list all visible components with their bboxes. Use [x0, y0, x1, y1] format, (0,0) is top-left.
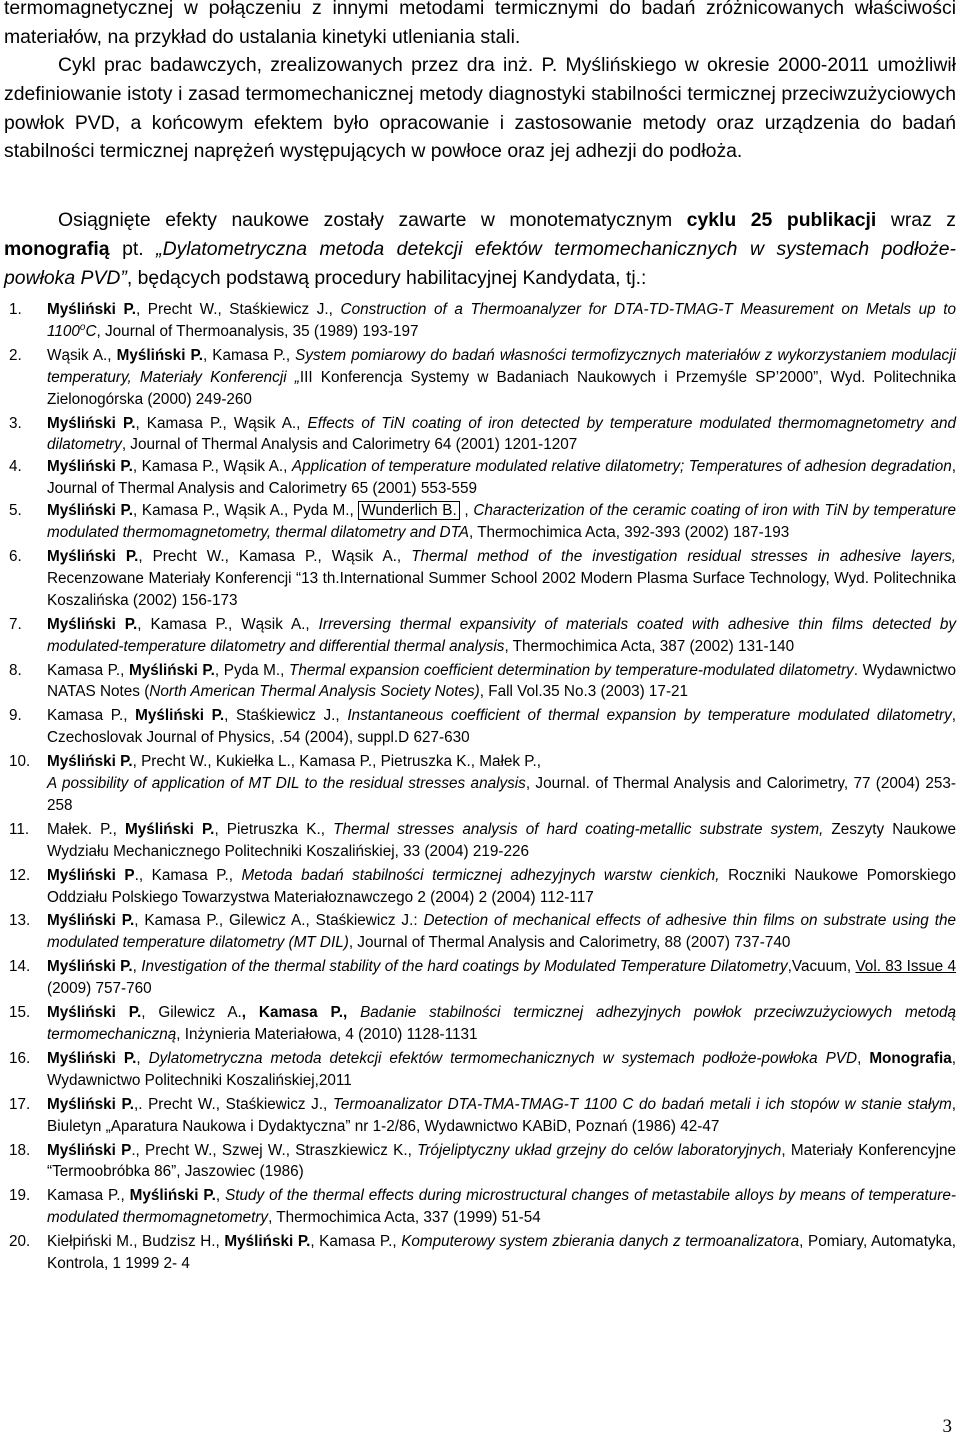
- list-item: [0, 1094, 960, 1138]
- monograph-title: „Dylatometryczna metoda detekcji efektów termomechanicznych w systemach podłoże-powłoka PVD”: [4, 237, 956, 289]
- author-bold: Myśliński P.: [129, 661, 215, 679]
- monograph-label: Monografia: [869, 1049, 952, 1067]
- authors: , Kamasa P.,: [310, 1233, 402, 1251]
- author-bold: Myśliński P: [47, 866, 135, 884]
- source: , Journal of Thermal Analysis and Calorimetry 65 (2001) 553-559: [47, 458, 956, 498]
- source: , Journal of Thermoanalysis, 35 (1989) 193-197: [96, 322, 419, 340]
- author-bold: Myśliński P.: [224, 1233, 311, 1251]
- list-item: [0, 500, 960, 544]
- title: Thermal stresses analysis of hard coating-metallic substrate system,: [333, 820, 824, 838]
- superscript: o: [79, 321, 86, 333]
- authors: , Kamasa P., Gilewicz A., Staśkiewicz J.:: [134, 912, 424, 930]
- paragraph-text: Cykl prac badawczych, zrealizowanych przez dra inż. P. Myślińskiego w okresie 2000-2011 umożliwił zdefiniowanie istoty i zasad termomechanicznej metody diagnostyki stabilności termicznej przeciwzużyciowych powłok PVD, a końcowym efektem było opracowanie i zastosowanie metody oraz urządzenia do badań stabilności termicznej naprężeń występujących w powłoce oraz jej adhezji do podłoża.: [4, 54, 956, 163]
- item-number: 8.: [9, 661, 22, 679]
- item-number: 5.: [9, 502, 22, 520]
- title: Thermal method of the investigation residual stresses in adhesive layers,: [411, 547, 956, 565]
- title: C: [85, 322, 97, 340]
- author-bold: Myśliński P.: [47, 301, 136, 318]
- separator: ,: [215, 1233, 225, 1251]
- authors: Kamasa P.,: [47, 1187, 130, 1205]
- authors: , Kamasa P., Wąsik A.,: [135, 414, 308, 432]
- list-item: [0, 1002, 960, 1046]
- authors: , Precht W., Kamasa P., Wąsik A.,: [138, 547, 412, 565]
- separator: ,: [136, 1049, 149, 1067]
- title: Application of temperature modulated relative dilatometry; Temperatures of adhesion degradation: [291, 458, 952, 476]
- paragraph-text: , będących podstawą procedury habilitacyjnej Kandydata, tj.:: [126, 266, 647, 289]
- separator: ,: [857, 1049, 870, 1067]
- authors: , Pyda M.,: [214, 661, 289, 679]
- boxed-author: Wunderlich B.: [358, 501, 459, 520]
- authors: , Staśkiewicz J.,: [224, 707, 348, 725]
- authors: , Kamasa P., Wąsik A., Pyda M.,: [133, 502, 359, 520]
- authors: ., Kamasa P.,: [134, 866, 242, 884]
- authors: , Kamasa P.,: [241, 1004, 361, 1022]
- author-bold: Myśliński P.: [47, 753, 133, 771]
- item-number: 13.: [9, 912, 31, 930]
- authors: , Kamasa P.,: [202, 346, 296, 364]
- source: Recenzowane Materiały Konferencji “13 th.International Summer School 2002 Modern Plasma Surface Technology, Wyd. Politechnika Koszalińska (2002) 156-173: [47, 569, 956, 609]
- paragraph-intro-continuation: [4, 0, 956, 52]
- list-item: [0, 1185, 960, 1229]
- title: Characterization of the ceramic coating of iron with TiN by temperature modulated thermomagnetometry, thermal dilatometry and DTA: [47, 502, 956, 542]
- separator: ,: [215, 1187, 226, 1205]
- source: , Materiały Konferencyjne “Termoobróbka 86”, Jaszowiec (1986): [47, 1141, 956, 1181]
- authors: Kiełpiński M., Budzisz H.: [47, 1233, 216, 1251]
- title: Effects of TiN coating of iron detected by temperature modulated thermomagnetometry and dilatometry: [47, 414, 956, 454]
- separator: ,: [459, 502, 474, 520]
- list-item: [0, 546, 960, 612]
- list-item: [0, 819, 960, 863]
- item-number: 12.: [9, 866, 31, 884]
- source: , Pomiary, Automatyka, Kontrola, 1 1999 2- 4: [47, 1233, 956, 1273]
- list-item: [0, 299, 960, 343]
- authors: , Precht W., Kukiełka L., Kamasa P., Pietruszka K., Małek P.,: [132, 753, 541, 771]
- source: III Konferencja Systemy w Badaniach Naukowych i Przemyśle SP’2000”, Wyd. Politechnika Zielonogórska (2000) 249-260: [47, 368, 956, 408]
- item-number: 17.: [9, 1095, 31, 1113]
- item-number: 4.: [9, 458, 22, 476]
- source: , Thermochimica Acta, 337 (1999) 51-54: [268, 1209, 541, 1227]
- source: , Fall Vol.35 No.3 (2003) 17-21: [479, 683, 689, 701]
- paragraph-text: pt.: [109, 237, 157, 260]
- title: Trójeliptyczny układ grzejny do celów laboratoryjnych: [417, 1141, 782, 1159]
- title: Construction of a Thermoanalyzer for DTA-TD-TMAG-T Measurement on Metals up to 1100: [47, 301, 956, 340]
- source: . Wydawnictwo NATAS Notes (: [47, 661, 956, 701]
- publication-count: cyklu 25 publikacji: [686, 209, 877, 231]
- authors: , Kamasa P., Wąsik A.,: [137, 615, 319, 633]
- author-bold: Myśliński P.: [135, 707, 225, 725]
- source: , Czechoslovak Journal of Physics, .54 (2004), suppl.D 627-630: [47, 707, 956, 747]
- title: Badanie stabilności termicznej adhezyjnych powłok przeciwzużyciowych metodą termomechaniczną: [47, 1004, 956, 1043]
- source: , Biuletyn „Aparatura Naukowa i Dydaktyczna” nr 1-2/86, Wydawnictwo KABiD, Poznań (1986) 42-47: [47, 1095, 956, 1135]
- source: , Wydawnictwo Politechniki Koszalińskiej,2011: [47, 1049, 956, 1089]
- monograph-label: monografią: [4, 237, 110, 260]
- authors: , Precht W., Staśkiewicz J.,: [135, 301, 341, 318]
- source: ,Vacuum,: [787, 958, 856, 976]
- author-bold: Myśliński P.: [47, 1049, 137, 1067]
- author-bold: Myśliński P.: [124, 820, 215, 838]
- list-item: [0, 751, 960, 817]
- author-bold: Myśliński P.: [47, 414, 136, 432]
- source: (2009) 757-760: [47, 980, 152, 998]
- paragraph-text: Osiągnięte efekty naukowe zostały zawarte w monotematycznym: [58, 209, 687, 231]
- author-bold: Myśliński P.: [116, 346, 203, 364]
- authors: Małek. P.,: [47, 820, 125, 838]
- item-number: 18.: [9, 1141, 31, 1159]
- authors: Kamasa P.,: [47, 707, 136, 725]
- paragraph-research-cycle: [4, 51, 956, 166]
- paragraph-achievements: [4, 206, 956, 292]
- author-bold: Myśliński P.: [47, 547, 139, 565]
- publication-list: [0, 299, 960, 1275]
- authors: , Gilewicz A.: [141, 1004, 242, 1022]
- list-item: [0, 345, 960, 411]
- author-bold: Myśliński P.: [47, 458, 133, 476]
- source: , Journal. of Thermal Analysis and Calorimetry, 77 (2004) 253-258: [47, 775, 956, 814]
- list-item: [0, 614, 960, 658]
- source: , Inżynieria Materiałowa, 4 (2010) 1128-1131: [176, 1026, 478, 1043]
- authors: , Kamasa P., Wąsik A.,: [132, 458, 292, 476]
- title: A possibility of application of MT DIL to the residual stresses analysis: [47, 775, 526, 793]
- source: , Thermochimica Acta, 387 (2002) 131-140: [504, 637, 795, 655]
- item-number: 10.: [9, 753, 31, 771]
- list-item: [0, 1231, 960, 1275]
- item-number: 16.: [9, 1049, 31, 1067]
- list-item: [0, 456, 960, 500]
- paragraph-text: wraz z: [876, 209, 956, 231]
- title: Dylatometryczna metoda detekcji efektów termomechanicznych w systemach podłoże-powłoka PVD: [148, 1049, 858, 1067]
- item-number: 9.: [9, 707, 22, 725]
- volume-link: Vol. 83 Issue 4: [855, 958, 956, 976]
- title: Study of the thermal effects during microstructural changes of metastabile alloys by means of temperature-modulated thermomagnetometry: [47, 1187, 956, 1227]
- author-bold: Myśliński P.: [47, 615, 138, 633]
- author-bold: Myśliński P.: [47, 958, 133, 976]
- page-number: 3: [942, 1416, 952, 1437]
- source: , Journal of Thermal Analysis and Calorimetry, 88 (2007) 737-740: [348, 934, 791, 952]
- title: Detection of mechanical effects of adhesive thin films on substrate using the modulated temperature dilatometry (MT DIL): [47, 912, 956, 952]
- authors: Wąsik A.,: [47, 346, 117, 364]
- list-item: [0, 705, 960, 749]
- source: , Thermochimica Acta, 392-393 (2002) 187-193: [468, 524, 790, 542]
- title: Investigation of the thermal stability of the hard coatings by Modulated Temperature Dilatometry: [141, 958, 788, 976]
- authors: Kamasa P.,: [47, 661, 129, 679]
- item-number: 1.: [9, 301, 22, 318]
- item-number: 14.: [9, 958, 31, 976]
- title: North American Thermal Analysis Society Notes): [149, 683, 480, 701]
- separator: ,: [132, 958, 142, 976]
- list-item: [0, 910, 960, 954]
- title: System pomiarowy do badań własności termofizycznych materiałów z wykorzystaniem modulacji temperatury, Materiały Konferencji „: [47, 346, 956, 386]
- item-number: 15.: [9, 1004, 31, 1022]
- title: Irreversing thermal expansivity of materials coated with adhesive thin films detected by modulated-temperature dilatometry and differential thermal analysis: [47, 615, 956, 655]
- list-item: [0, 660, 960, 704]
- source: Roczniki Naukowe Pomorskiego Oddziału Polskiego Towarzystwa Materiałoznawczego 2 (2004) 2 (2004) 112-117: [47, 866, 956, 906]
- author-bold: Myśliński P.: [47, 502, 134, 520]
- item-number: 2.: [9, 346, 22, 364]
- source: Zeszyty Naukowe Wydziału Mechanicznego Politechniki Koszalińskiej, 33 (2004) 219-226: [47, 820, 956, 860]
- item-number: 20.: [9, 1233, 31, 1251]
- authors: , Pietruszka K.,: [214, 820, 334, 838]
- title: Thermal expansion coefficient determination by temperature-modulated dilatometry: [289, 661, 854, 679]
- paragraph-text: termomagnetycznej w połączeniu z innymi metodami termicznymi do badań zróżnicowanych właściwości materiałów, na przykład do ustalania kinetyki utleniania stali.: [4, 0, 956, 48]
- title: Termoanalizator DTA-TMA-TMAG-T 1100 C do badań metali i ich stopów w stanie stałym: [332, 1095, 952, 1113]
- item-number: 7.: [9, 615, 22, 633]
- title: Instantaneous coefficient of thermal expansion by temperature modulated dilatometry: [347, 707, 952, 725]
- list-item: [0, 1140, 960, 1184]
- source: , Journal of Thermal Analysis and Calorimetry 64 (2001) 1201-1207: [121, 436, 578, 454]
- author-bold: Myśliński P.: [47, 1004, 142, 1022]
- item-number: 11.: [9, 820, 30, 838]
- title: Komputerowy system zbierania danych z termoanalizatora: [401, 1233, 800, 1251]
- item-number: 19.: [9, 1187, 31, 1205]
- title: Metoda badań stabilności termicznej adhezyjnych warstw cienkich,: [241, 866, 720, 884]
- author-bold: Myśliński P.: [47, 1095, 134, 1113]
- list-item: [0, 413, 960, 457]
- list-item: [0, 1048, 960, 1092]
- item-number: 3.: [9, 414, 22, 432]
- author-bold: Myśliński P.: [47, 912, 135, 930]
- author-bold: Myśliński P.: [129, 1187, 216, 1205]
- author-bold: Myśliński P: [47, 1141, 132, 1159]
- authors: ,. Precht W., Staśkiewicz J.,: [133, 1095, 333, 1113]
- list-item: [0, 865, 960, 909]
- authors: ., Precht W., Szwej W., Straszkiewicz K.,: [131, 1141, 418, 1159]
- item-number: 6.: [9, 547, 22, 565]
- list-item: [0, 956, 960, 1000]
